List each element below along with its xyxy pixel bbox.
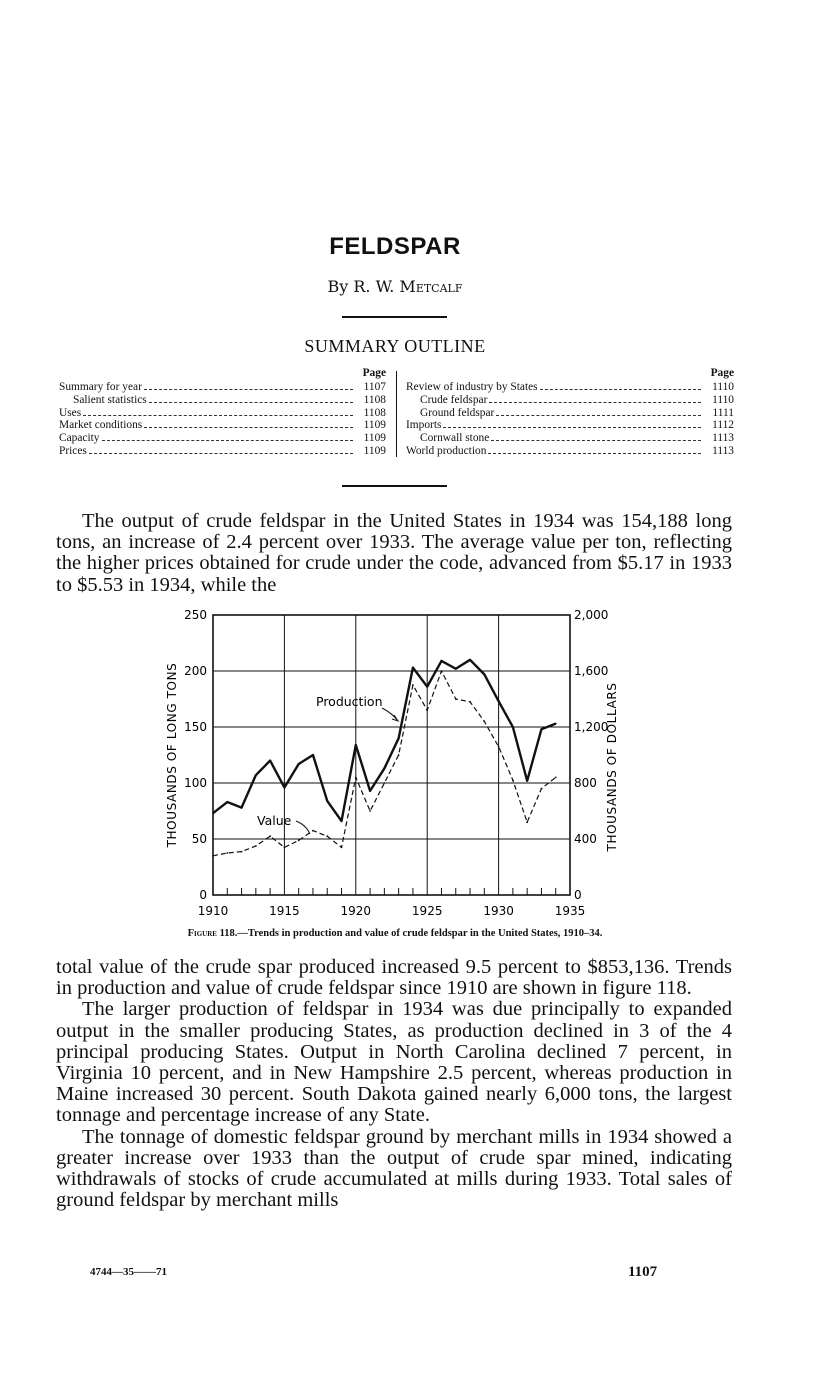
data-point-production [355,744,357,746]
x-tick-label: 1925 [411,904,443,918]
data-point-production [412,667,414,669]
series-line-production [213,660,556,821]
data-point-production [212,812,214,814]
toc-leader-dots [144,388,353,390]
toc-entry-label: Summary for year [59,381,142,393]
toc-entry-page: 1109 [363,444,386,457]
data-point-value [541,788,543,790]
data-point-value [269,835,271,837]
toc-entry-label: World production [406,444,487,457]
y-left-tick-label: 50 [191,832,207,846]
data-point-value [383,782,385,784]
toc-leader-dots [491,439,701,441]
data-point-production [241,807,243,809]
y-right-axis-label: THOUSANDS OF DOLLARS [605,682,619,852]
figure-caption [0,928,790,939]
page-title: FELDSPAR [329,233,461,260]
data-point-production [369,790,371,792]
series-line-value [213,671,556,856]
data-point-value [369,810,371,812]
data-point-production [398,737,400,739]
data-point-value [555,777,557,779]
title-rule [342,316,447,318]
toc-entry [59,381,386,394]
toc-leader-dots [102,439,354,441]
toc-entry-page: 1113 [712,432,734,445]
data-point-production [383,768,385,770]
x-tick-label: 1920 [340,904,372,918]
toc-entry [406,419,734,432]
toc-divider [396,371,397,457]
toc-entry-page: 1109 [363,419,386,432]
toc-entry-label: Imports [406,419,442,432]
data-point-production [312,754,314,756]
data-point-production [226,801,228,803]
toc-entry-page: 1110 [712,393,734,406]
toc-entry-label: Cornwall stone [420,432,490,445]
data-point-value [212,855,214,857]
y-left-tick-label: 100 [184,776,207,790]
toc-leader-dots [489,401,701,403]
y-right-tick-label: 1,200 [574,720,609,734]
data-point-value [412,684,414,686]
data-point-production [255,774,257,776]
toc-entry-label: Capacity [59,432,100,445]
data-point-production [555,723,557,725]
author-byline: By R. W. Metcalf [327,277,463,296]
toc-entry-page: 1113 [712,444,734,457]
annotation-production: Production [316,694,383,709]
data-point-production [469,659,471,661]
y-left-tick-label: 250 [184,608,207,622]
toc-entry-page: 1108 [363,406,386,419]
toc-entry-label: Review of industry by States [406,381,538,393]
toc-entry [59,407,386,420]
data-point-value [341,847,343,849]
toc-leader-dots [149,401,353,403]
toc-entry-page: 1107 [363,381,386,393]
toc-entry [406,432,734,445]
toc-leader-dots [443,426,701,428]
data-point-value [226,852,228,854]
data-point-value [326,835,328,837]
data-point-value [298,840,300,842]
toc-entry-label: Market conditions [59,419,143,432]
data-point-value [355,777,357,779]
toc-leader-dots [488,452,701,454]
data-point-production [269,760,271,762]
data-point-production [455,668,457,670]
data-point-production [326,800,328,802]
toc-entry-label: Crude feldspar [420,393,488,406]
toc-leader-dots [89,452,353,454]
annotation-value-arrow [296,821,310,834]
data-point-production [541,728,543,730]
paragraph-2-block [56,957,732,1211]
toc-right-column [406,367,734,458]
y-left-tick-label: 150 [184,720,207,734]
toc-page-heading-right: Page [710,367,734,379]
data-point-value [455,698,457,700]
data-point-production [483,673,485,675]
toc-entry-page: 1109 [363,432,386,445]
data-point-value [498,746,500,748]
paragraph-1-text: The output of crude feldspar in the United States in 1934 was 154,188 long tons, an increase of 2.4 percent over 1933. The average value per ton, reflecting the higher prices obtained for crude under the code, advanced from $5.17 in 1933 to $5.53 in 1934, while the [56,510,732,596]
y-right-tick-label: 800 [574,776,597,790]
y-right-tick-label: 400 [574,832,597,846]
figure-caption-prefix: Figure 118. [187,928,238,939]
y-left-tick-label: 0 [199,888,207,902]
toc-leader-dots [540,388,701,390]
toc-entry [406,381,734,394]
data-point-production [341,820,343,822]
toc-entry-label: Ground feldspar [420,406,495,419]
outline-rule [342,485,447,487]
toc-entry [406,445,734,458]
toc-leader-dots [144,426,353,428]
data-point-production [441,660,443,662]
data-point-production [298,763,300,765]
y-right-tick-label: 2,000 [574,608,609,622]
y-left-tick-label: 200 [184,664,207,678]
toc-left-column [59,367,386,458]
figure-caption-text: —Trends in production and value of crude feldspar in the United States, 1910–34. [237,928,603,939]
toc-entry-label: Prices [59,444,87,457]
paragraph-3: The larger production of feldspar in 1934 was due principally to expanded output in the smaller producing States, as production declined in 3 of the 4 principal producing States. Output in North Carolina declined 7 percent, in Virginia 10 percent, and in New Hampshire 2.5 percent, whereas production in Maine increased 30 percent. South Dakota gained nearly 6,000 tons, the largest tonnage and percentage increase of any State. [56,998,732,1127]
data-point-value [483,721,485,723]
toc-entry [59,432,386,445]
y-right-tick-label: 1,600 [574,664,609,678]
toc-entry [406,394,734,407]
toc-entry-page: 1108 [363,393,386,406]
paragraph-2: total value of the crude spar produced increased 9.5 percent to $853,136. Trends in production and value of crude feldspar since 1910 are shown in figure 118. [56,956,732,1000]
data-point-value [241,851,243,853]
data-point-value [441,670,443,672]
data-point-value [512,779,514,781]
annotation-value: Value [257,813,292,828]
toc-leader-dots [496,414,701,416]
y-left-axis-label: THOUSANDS OF LONG TONS [165,662,179,848]
toc-entry-page: 1112 [712,419,734,432]
annotation-production-arrow [382,708,398,721]
toc-entry [59,445,386,458]
data-point-production [526,780,528,782]
data-point-value [526,821,528,823]
data-point-value [255,845,257,847]
toc-leader-dots [83,414,353,416]
toc-entry-label: Uses [59,406,82,419]
toc-entry [59,394,386,407]
x-tick-label: 1910 [197,904,229,918]
data-point-production [284,787,286,789]
x-tick-label: 1930 [483,904,514,918]
toc-entry-page: 1110 [712,381,734,393]
print-code: 4744—35——71 [90,1266,167,1278]
y-right-tick-label: 0 [574,888,582,902]
data-point-production [426,686,428,688]
data-point-value [426,709,428,711]
toc-entry [406,407,734,420]
data-point-value [469,701,471,703]
toc-entry-page: 1111 [712,406,734,419]
data-point-value [284,847,286,849]
toc-entry-label: Salient statistics [73,393,147,406]
paragraph-4: The tonnage of domestic feldspar ground by merchant mills in 1934 showed a greater increase over 1933 than the output of crude spar mined, indicating withdrawals of stocks of crude accumulated at mills during 1933. Total sales of ground feldspar by merchant mills [56,1125,732,1212]
x-tick-label: 1935 [554,904,586,918]
x-tick-label: 1915 [269,904,300,918]
toc-page-heading: Page [362,367,386,379]
data-point-production [512,726,514,728]
paragraph-1 [56,511,732,596]
data-point-value [398,754,400,756]
feldspar-trend-chart [150,605,619,925]
data-point-production [498,700,500,702]
data-point-value [312,830,314,832]
page-number: 1107 [628,1264,658,1280]
toc-entry [59,419,386,432]
summary-outline-title: SUMMARY OUTLINE [304,336,486,356]
